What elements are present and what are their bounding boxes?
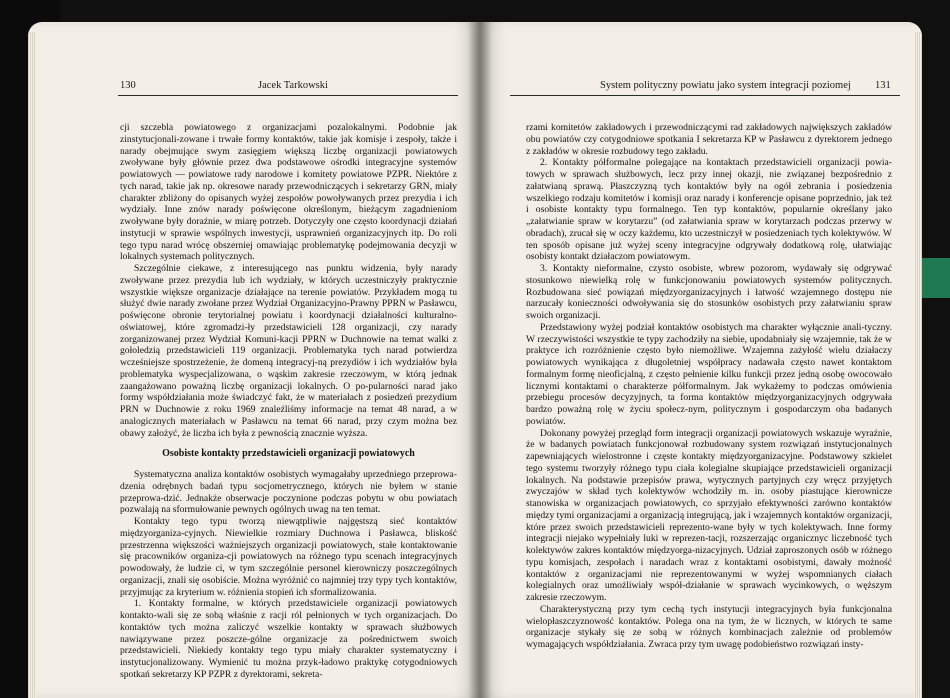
paragraph: Przedstawiony wyżej podział kontaktów osobistych ma charakter wyłącznie anali-tyczny. W rzeczywistości wszystkie te typy zachodziły na siebie, upodabniały się wzajemnie, tak że w praktyce ich rozróżnienie często było niemożliwe. Wzajemna zażyłość wielu działaczy powiatowych wynikająca z długoletniej współpracy nadawała często nawet kontaktom formalnym formę nieoficjalną, z często pełnienie kilku funkcji przez jedną osobę owocowało licznymi kontaktami o charakterze półformalnym. Jak wykażemy to podczas omówienia przebiegu procesów decyzyjnych, ta forma kontaktów międzyorganizacyjnych odgrywała bardzo poważną rolę w życiu społecz-nym, politycznym i gospodarczym oba badanych powiatów. [526, 321, 892, 427]
right-page-edge [914, 32, 922, 698]
paragraph: Szczególnie ciekawe, z interesującego nas punktu widzenia, były narady zwoływane przez prezydia lub ich wydziały, w których uczestniczyły praktycznie wszystkie większe organizacje działające na terenie powiatów. Przykładem mogą tu służyć dwie narady zwołane przez Wydział Organizacyjno-Prawny PPRN w Pasławcu, poświęcone obronie terytorialnej powiatu i koordynacji działalności kulturalno-oświatowej, które zgromadzi-ły przedstawicieli 128 organizacji, czy narady zorganizowanej przez Wydział Komuni-kacji PPRN w Duchnowie na temat walki z gołoledzią przedstawicieli 119 organizacji. Problematyka tych narad potwierdza wcześniejsze spostrzeżenie, że domeną integracyj-ną prezydiów i ich wydziałów była problematyka wyspecjalizowana, o wąskim zakresie rzeczowym, w którą jednak zaangażowano poważną liczbę organizacji lokalnych. O po-pularności narad jako formy współdziałania może świadczyć fakt, że w materiałach z posiedzeń prezydium PRN w Duchnowie z roku 1969 znaleźliśmy informacje na temat 48 narad, a w analogicznych materiałach w Pasławcu na temat 66 narad, przy czym można bez obawy założyć, że liczba ich była z pewnością znacznie wyższa. [120, 263, 457, 439]
left-page-number: 130 [120, 80, 136, 91]
right-page-number: 131 [875, 80, 891, 91]
paragraph: 1. Kontakty formalne, w których przedstawiciele organizacji powiatowych kontakto-wali się ze sobą właśnie z racji ról pełnionych w tych organizacjach. Do kontaktów tych można zaliczyć wszelkie kontakty w sprawach służbowych nawiązywane przez poszcze-gólne organizacje za pośrednictwem swoich przedstawicieli. Niekiedy kontakty tego typu miały charakter systematyczny i instytucjonalizowany. Wymienić tu można przyk-ładowo praktykę cotygodniowych spotkań sekretarzy KP PZPR z dyrektorami, sekreta- [120, 598, 457, 680]
right-page [480, 22, 922, 698]
left-page [28, 22, 480, 698]
paragraph: Systematyczna analiza kontaktów osobistych wymagałaby uprzedniego przeprowa-dzenia odrębnych badań typu socjometrycznego, których nie byłem w stanie przeprowa-dzić. Jednakże obserwacje poczynione podczas pobytu w obu powiatach pozwalają na sformułowanie pewnych ogólnych uwag na ten temat. [120, 469, 457, 516]
open-book [28, 22, 922, 698]
paragraph: Charakterystyczną przy tym cechą tych instytucji integracyjnych była funkcjonalna wielopłaszczyznowość kontaktów. Polega ona na tym, że w licznych, w których te same organizacje stykały się ze sobą w różnych kombinacjach zależnie od problemów wymagających współdziałania. Zwraca przy tym uwagę podobieństwo rozwiązań insty- [526, 603, 892, 650]
paragraph: rzami komitetów zakładowych i przewodniczącymi rad zakładowych największych zakładów obu powiatów czy cotygodniowe spotkania I sekretarza KP w Pasławcu z dyrektorem jednego z zakładów w okresie rozbudowy tego zakładu. [526, 122, 892, 157]
left-header-rule [118, 95, 458, 96]
right-body-text [526, 122, 892, 651]
paragraph: Kontakty tego typu tworzą niewątpliwie najgęstszą sieć kontaktów międzyorganiza-cyjnych. Niewielkie rozmiary Duchnowa i Pasławca, bliskość przestrzenna większości ważniejszych organizacji powiatowych, stałe kontaktowanie się pracowników organiza-cji powiatowych na różnego typu scenach integracyjnych powodowały, że ludzie ci, w tym szczególnie personel kierowniczy poszczególnych organizacji, znali się osobiście. Można wyróżnić co najmniej trzy typy tych kontaktów, przyjmując za kryterium w. różnienia stopień ich sformalizowania. [120, 516, 457, 598]
left-page-edge [28, 32, 36, 698]
book-spine-fold [468, 22, 492, 698]
paragraph: cji szczebla powiatowego z organizacjami pozalokalnymi. Podobnie jak zinstytucjonali-zowane i trwałe formy kontaktów, takie jak komisje i zespoły, także i narady obejmujące swym zasięgiem większą liczbę organizacji powiatowych zwoływane były głównie przez dwa podstawowe ośrodki integracyjne systemów powiatowych — powiatowe rady narodowe i komitety powiatowe PZPR. Niektóre z tych narad, takie jak np. okresowe narady przewodniczących i sekretarzy GRN, miały charakter zbliżony do opisanych wyżej zespołów powoływanych przez prezydia i ich wydziały. Inne znów narady poświęcone określonym, bieżącym zagadnieniom zwoływane były doraźnie, w miarę potrzeb. Dotyczyły one często koordynacji działań instytucji w sprawie wspólnych inwestycji, usprawnień organizacyjnych itp. Do roli tego typu narad wrócę obszerniej omawiając problematykę podejmowania decyzji w lokalnych systemach politycznych. [120, 122, 457, 263]
left-body-text [120, 122, 457, 681]
left-running-head: Jacek Tarkowski [258, 80, 328, 91]
right-header-rule [510, 95, 900, 96]
section-heading: Osobiste kontakty przedstawicieli organizacji powiatowych [162, 448, 415, 460]
paragraph: 2. Kontakty półformalne polegające na kontaktach przedstawicieli organizacji powia-towych w sprawach służbowych, lecz przy innej okazji, nie związanej bezpośrednio z załatwianą sprawą. Płaszczyzną tych kontaktów były na ogół zebrania i posiedzenia wszelkiego rodzaju komitetów i komisji oraz narady i konferencje opisane poprzednio, jak też i osobiste kontakty typu formalnego. Ten typ kontaktów, popularnie określany jako „załatwianie spraw w korytarzu” (od załatwiania spraw w korytarzach podczas przerwy w obradach), zrucał się w oczy każdemu, kto uczestniczył w posiedzeniach tych kolektywów. W ten sposób opisane już wyżej sceny integracyjne odgrywały dodatkową rolę, ułatwiając osobisty kontakt działaczom powiatowym. [526, 157, 892, 263]
paragraph: Dokonany powyżej przegląd form integracji organizacji powiatowych wskazuje wyraźnie, że w badanych powiatach funkcjonował rozbudowany system rozwiązań instytucjonalnych zapewniających wielostronne i częste kontakty międzyorganizacyjne. Podstawowy szkielet tego systemu tworzyły różnego typu ciała kolegialne skupiające przedstawicieli organizacji lokalnych. Na podstawie przepisów prawa, wytycznych partyjnych czy wręcz przyjętych zwyczajów w skład tych kolektywów wchodziły m. in. osoby piastujące kierownicze stanowiska w organizacjach powiatowych, co sprzyjało efektywności zarówno kontaktów między tymi organizacjami a organizacją integrującą, jak i wzajemnych kontaktów organizacji, które przez swoich przedstawicieli reprezento-wane były w tych kolektywach. Inne formy integracji niejako wypełniały luki w reprezen-tacji, rozszerzając organicznyc liczebność tych kolektywów zakres kontaktów międzyorga-nizacyjnych. Udział zaproszonych osób w różnego typu komisjach, zespołach i naradach wraz z kontaktami osobistymi, dawały możność kontaktów z organizacjami nie reprezentowanymi w wyżej wspomnianych ciałach kolegialnych oraz umożliwiały współ-działanie w sprawach wycinkowych, o węższym zakresie rzeczowym. [526, 427, 892, 603]
right-running-head: System polityczny powiatu jako system integracji poziomej [600, 80, 851, 91]
paragraph: 3. Kontakty nieformalne, czysto osobiste, wbrew pozorom, wydawały się odgrywać stosunkowo niewielką rolę w funkcjonowaniu powiatowych systemów politycznych. Rozbudowana sieć powiązań międzyorganizacyjnych i łatwość wzajemnego dostępu nie narzucały konieczności odwoływania się do stosunków osobistych przy załatwianiu spraw swoich organizacji. [526, 263, 892, 321]
